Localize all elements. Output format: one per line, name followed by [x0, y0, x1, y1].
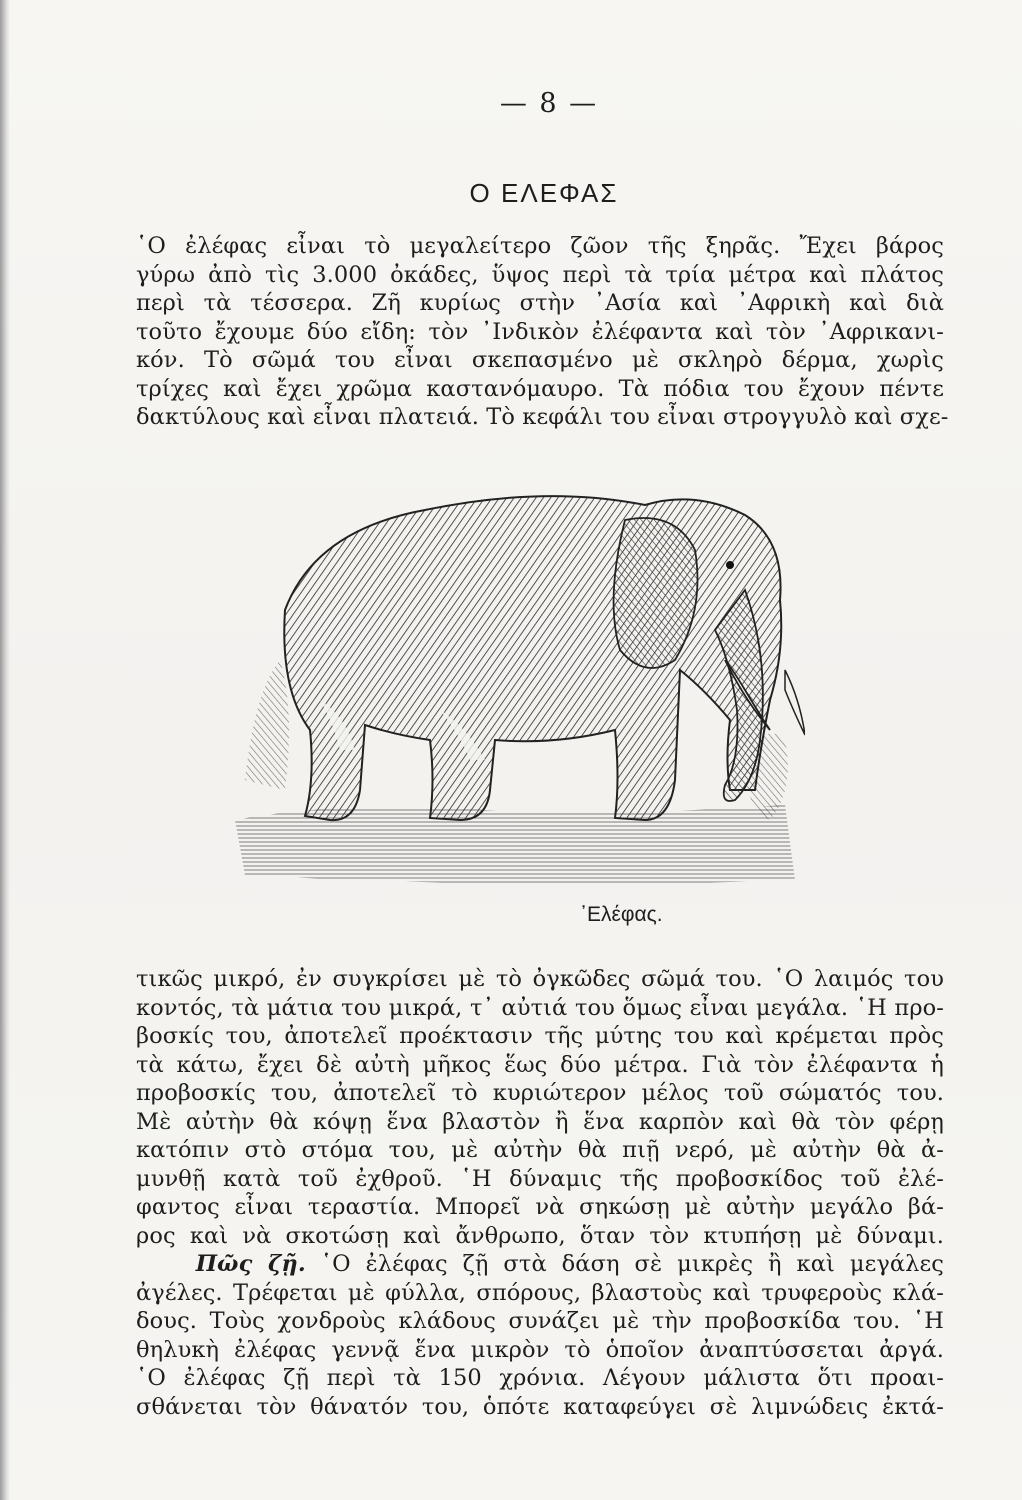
- text-line: ρος καὶ νὰ σκοτώσῃ καὶ ἄνθρωπο, ὅταν τὸν κτυπήσῃ μὲ δύναμι.: [136, 1222, 944, 1249]
- text-line: σθάνεται τὸν θάνατόν του, ὁπότε καταφεύγει σὲ λιμνώδεις ἐκτά-: [136, 1393, 944, 1420]
- text-line: κοντός, τὰ μάτια του μικρά, τ᾽ αὐτιά του ὅμως εἶναι μεγάλα. ῾Η προ-: [136, 994, 944, 1021]
- text-line: κόν. Τὸ σῶμά του εἶναι σκεπασμένο μὲ σκληρὸ δέρμα, χωρὶς: [136, 347, 944, 373]
- page-binding-edge: [0, 0, 10, 1500]
- text-line: θηλυκὴ ἐλέφας γεννᾷ ἕνα μικρὸν τὸ ὁποῖον ἀναπτύσσεται ἀργά.: [136, 1336, 944, 1363]
- text-line: τὰ κάτω, ἔχει δὲ αὐτὴ μῆκος ἕως δύο μέτρα. Γιὰ τὸν ἐλέφαντα ἡ: [136, 1051, 944, 1078]
- section-heading-how-lives: Πῶς ζῇ.: [195, 1251, 306, 1277]
- text-line: μυνθῇ κατὰ τοῦ ἐχθροῦ. ῾Η δύναμις τῆς προβοσκίδος τοῦ ἐλέ-: [136, 1165, 944, 1192]
- elephant-engraving-icon: [225, 460, 805, 900]
- text-line: τρίχες καὶ ἔχει χρῶμα καστανόμαυρο. Τὰ πόδια του ἔχουν πέντε: [136, 375, 944, 402]
- text-line: ῾Ο ἐλέφας εἶναι τὸ μεγαλείτερο ζῶον τῆς ξηρᾶς. Ἔχει βάρος: [136, 233, 944, 259]
- intro-paragraph: [136, 232, 949, 432]
- text-line: ῾Ο ἐλέφας ζῇ περὶ τὰ 150 χρόνια. Λέγουν μάλιστα ὅτι προαι-: [136, 1365, 944, 1391]
- page-number: — 8 —: [499, 88, 599, 119]
- section-first-line: [136, 1250, 944, 1279]
- page-title: Ο ΕΛΕΦΑΣ: [469, 178, 619, 208]
- text-line: περὶ τὰ τέσσερα. Ζῆ κυρίως στὴν ᾽Ασία καὶ ᾽Αφρικὴ καὶ διὰ: [136, 290, 944, 316]
- continuation-paragraph: [136, 965, 944, 1421]
- text-line: Μὲ αὐτὴν θὰ κόψῃ ἕνα βλαστὸν ἢ ἕνα καρπὸν καὶ θὰ τὸν φέρῃ: [136, 1108, 944, 1135]
- text-line: κατόπιν στὸ στόμα του, μὲ αὐτὴν θὰ πιῇ νερό, μὲ αὐτὴν θὰ ἀ-: [136, 1137, 944, 1163]
- text-line: φαντος εἶναι τεραστία. Μπορεῖ νὰ σηκώσῃ μὲ αὐτὴν μεγάλο βά-: [136, 1194, 944, 1220]
- text-line: προβοσκίς του, ἀποτελεῖ τὸ κυριώτερον μέλος τοῦ σώματός του.: [136, 1080, 944, 1106]
- text-line: δους. Τοὺς χονδροὺς κλάδους συνάζει μὲ τὴν προβοσκίδα του. ῾Η: [136, 1308, 944, 1334]
- section-first-line-text: ῾Ο ἐλέφας ζῇ στὰ δάση σὲ μικρὲς ἢ καὶ μεγάλες: [320, 1251, 944, 1277]
- text-line: τικῶς μικρό, ἐν συγκρίσει μὲ τὸ ὀγκῶδες σῶμά του. ῾Ο λαιμός του: [136, 966, 944, 992]
- figure-caption: ᾽Ελέφας.: [580, 903, 663, 926]
- text-line: τοῦτο ἔχουμε δύο εἴδη: τὸν ᾽Ινδικὸν ἐλέφαντα καὶ τὸν ᾽Αφρικανι-: [136, 318, 944, 345]
- text-line: βοσκίς του, ἀποτελεῖ προέκτασιν τῆς μύτης του καὶ κρέμεται πρὸς: [136, 1023, 944, 1049]
- text-line: γύρω ἀπὸ τὶς 3.000 ὀκάδες, ὕψος περὶ τὰ τρία μέτρα καὶ πλάτος: [136, 261, 944, 288]
- text-line: δακτύλους καὶ εἶναι πλατειά. Τὸ κεφάλι του εἶναι στρογγυλὸ καὶ σχε-: [136, 404, 949, 430]
- text-line: ἀγέλες. Τρέφεται μὲ φύλλα, σπόρους, βλαστοὺς καὶ τρυφεροὺς κλά-: [136, 1279, 944, 1306]
